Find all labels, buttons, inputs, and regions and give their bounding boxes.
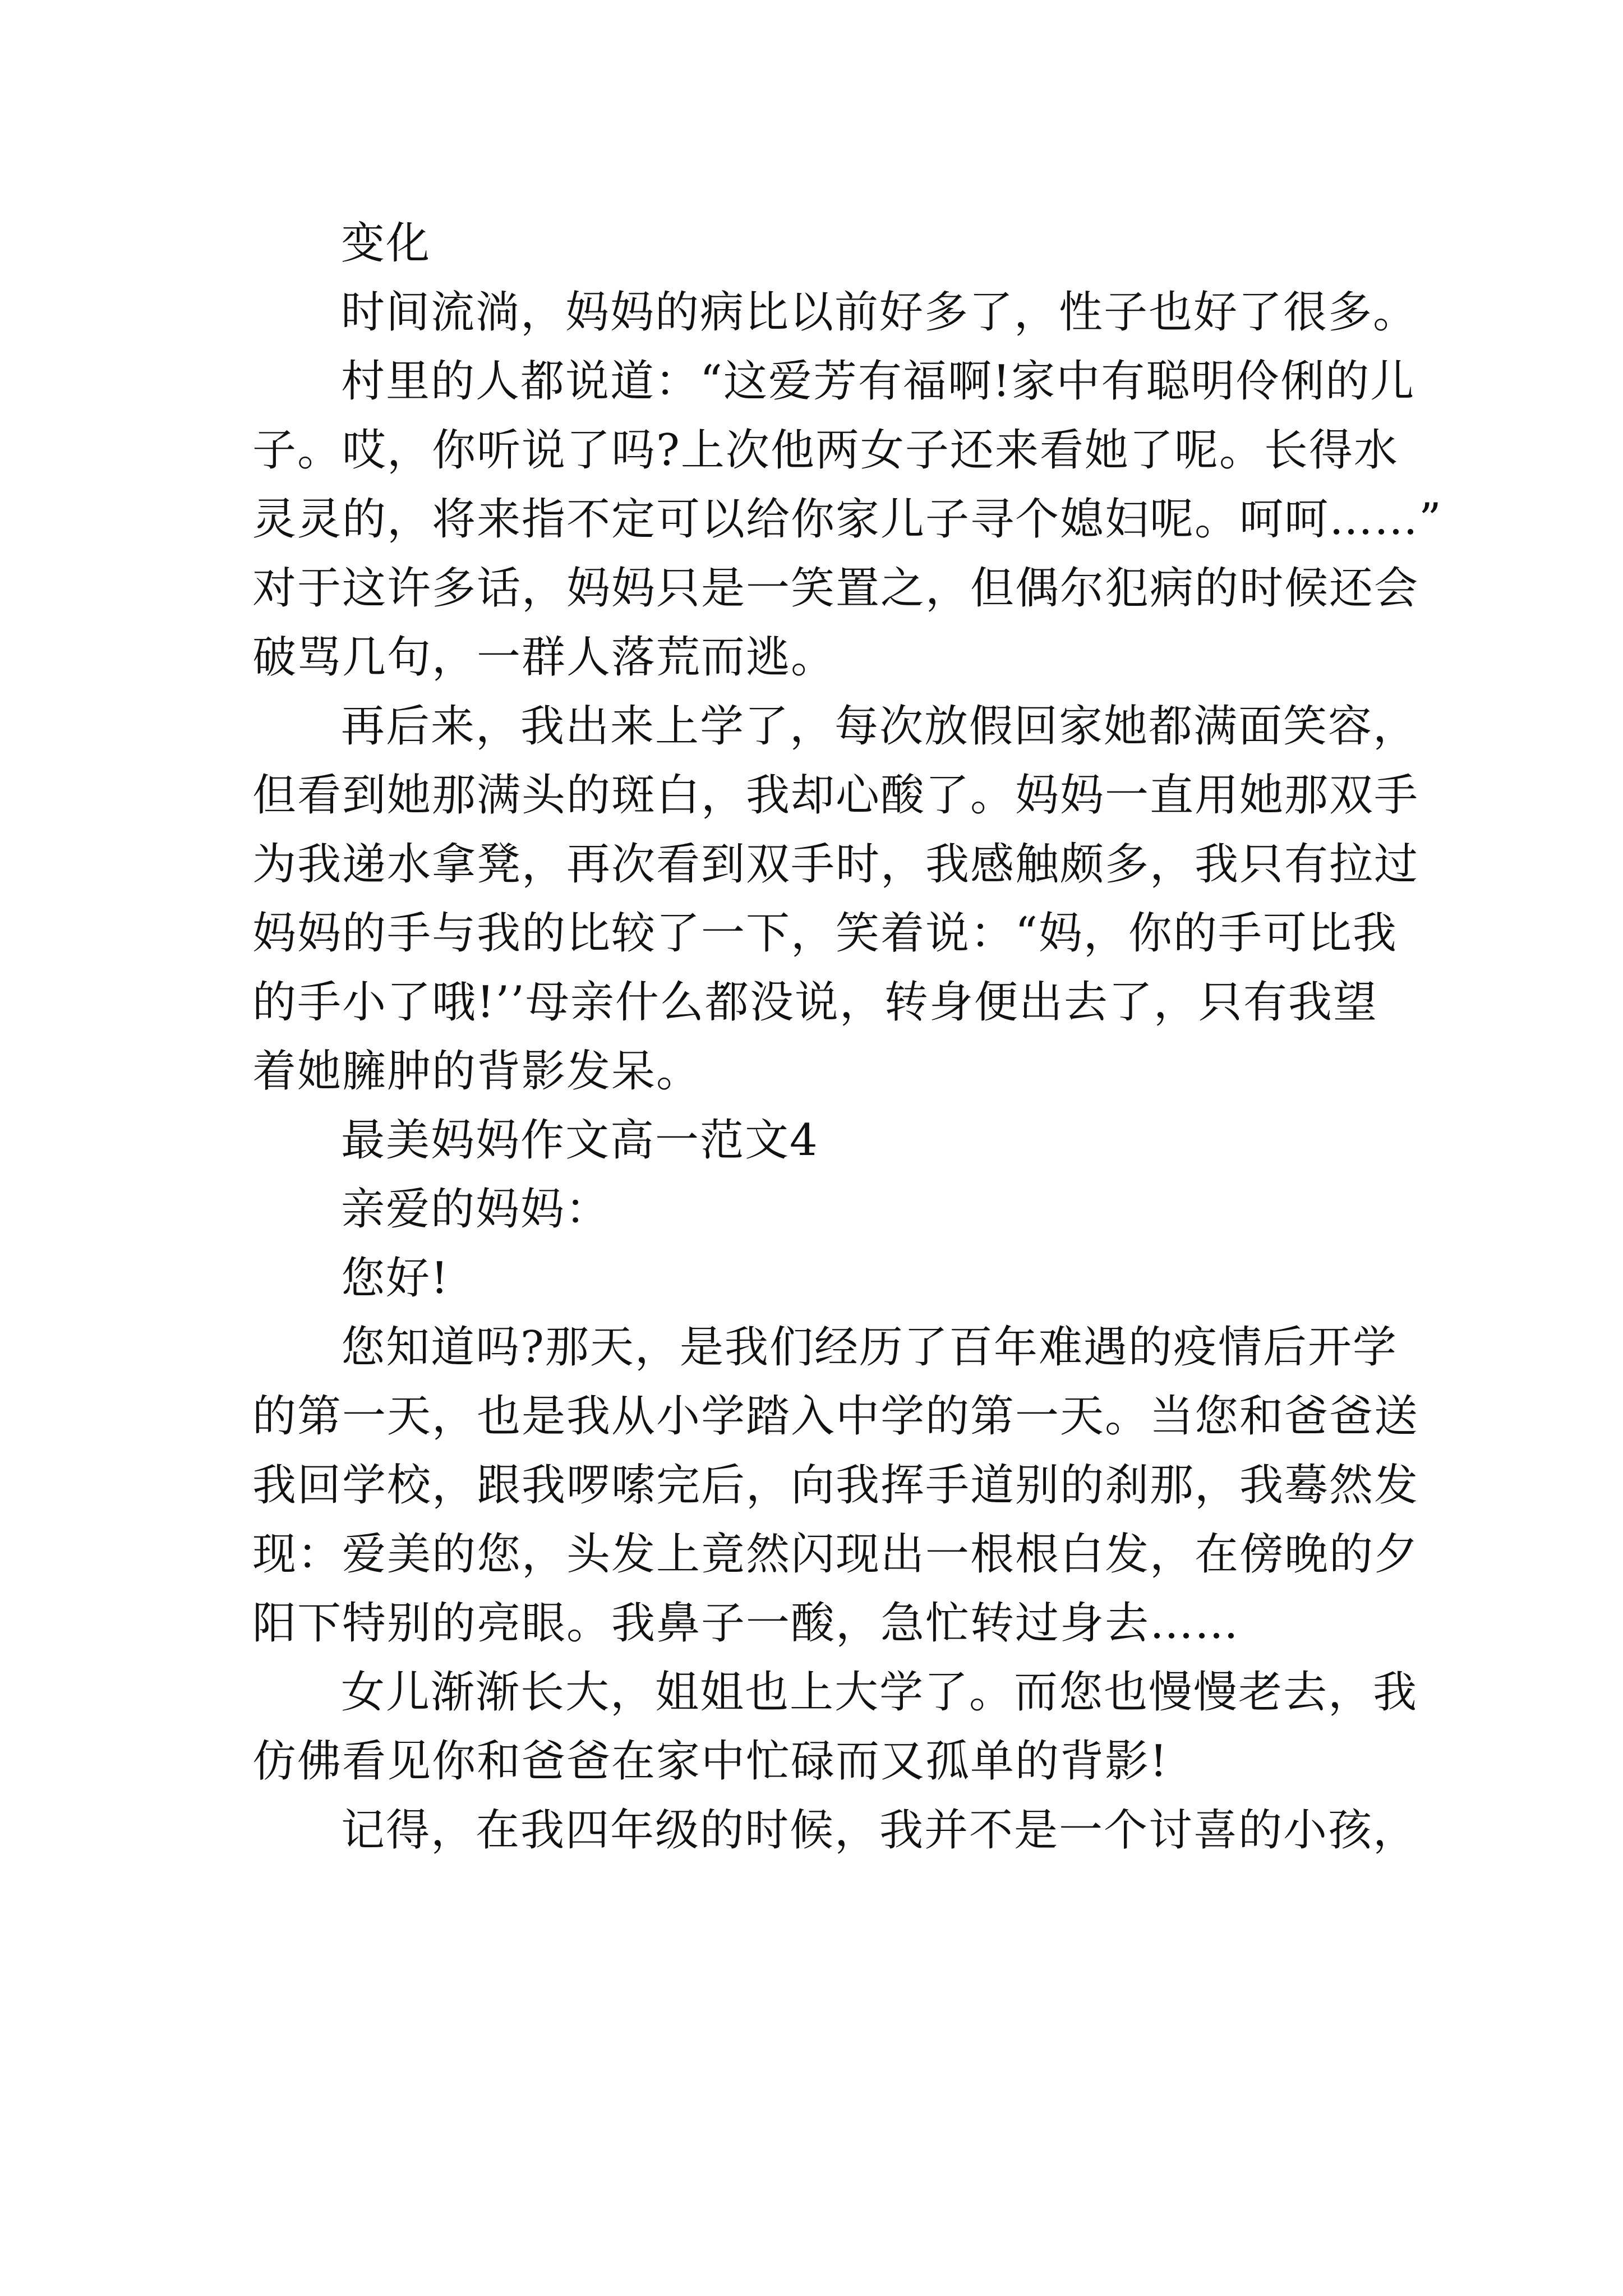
text-line: 为我递水拿凳，再次看到双手时，我感触颇多，我只有拉过: [252, 839, 1419, 890]
text-line: 的第一天，也是我从小学踏入中学的第一天。当您和爸爸送: [252, 1391, 1419, 1442]
section-heading: 最美妈妈作文高一范文4: [341, 1115, 819, 1166]
text-line: 记得，在我四年级的时候，我并不是一个讨喜的小孩，: [341, 1805, 1418, 1856]
text-line: 女儿渐渐长大，姐姐也上大学了。而您也慢慢老去，我: [341, 1667, 1418, 1718]
text-line: 灵灵的，将来指不定可以给你家儿子寻个媳妇呢。呵呵……”: [252, 494, 1442, 545]
text-line: 对于这许多话，妈妈只是一笑置之，但偶尔犯病的时候还会: [252, 563, 1419, 614]
text-line: 我回学校，跟我啰嗦完后，向我挥手道别的刹那，我蓦然发: [252, 1460, 1419, 1511]
text-line: 着她臃肿的背影发呆。: [252, 1046, 702, 1097]
text-line: 现：爱美的您，头发上竟然闪现出一根根白发，在傍晚的夕: [252, 1529, 1419, 1580]
letter-salutation: 亲爱的妈妈：: [341, 1184, 611, 1235]
text-line: 仿佛看见你和爸爸在家中忙碌而又孤单的背影!: [252, 1736, 1169, 1787]
text-line: 时间流淌，妈妈的病比以前好多了，性子也好了很多。: [341, 287, 1418, 338]
text-line: 但看到她那满头的斑白，我却心酸了。妈妈一直用她那双手: [252, 770, 1419, 821]
text-line: 的手小了哦!’’母亲什么都没说，转身便出去了，只有我望: [252, 977, 1378, 1028]
letter-greeting: 您好!: [341, 1253, 450, 1304]
text-line: 妈妈的手与我的比较了一下，笑着说：“妈，你的手可比我: [252, 908, 1398, 959]
text-line: 阳下特别的亮眼。我鼻子一酸，急忙转过身去……: [252, 1598, 1240, 1649]
text-line: 再后来，我出来上学了，每次放假回家她都满面笑容，: [341, 701, 1418, 752]
text-line: 破骂几句，一群人落荒而逃。: [252, 632, 836, 683]
text-line: 变化: [341, 218, 431, 269]
text-line: 您知道吗?那天，是我们经历了百年难遇的疫情后开学: [341, 1322, 1398, 1373]
text-line: 子。哎，你听说了吗?上次他两女子还来看她了呢。长得水: [252, 425, 1399, 476]
document-body: [252, 209, 1442, 1865]
text-line: 村里的人都说道：“这爱芳有福啊!家中有聪明伶俐的儿: [341, 356, 1415, 407]
